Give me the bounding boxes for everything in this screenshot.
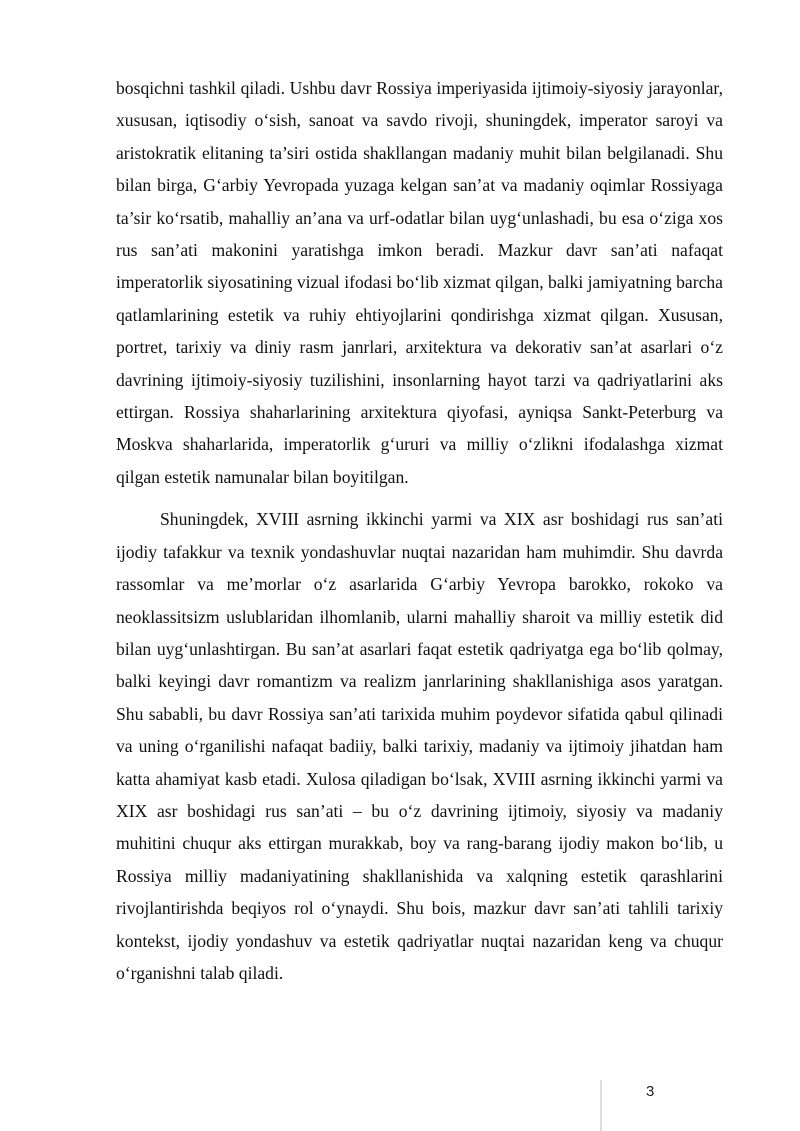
paragraph-conclusion: Shuningdek, XVIII asrning ikkinchi yarmi va XIX asr boshidagi rus san’ati ijodiy tafakkur va texnik yondashuvlar nuqtai nazaridan ham muhimdir. Shu davrda rassomlar va me’morlar oʻz asarlarida Gʻarbiy Yevropa barokko, rokoko va neoklassitsizm uslublaridan ilhomlanib, ularni mahalliy sharoit va milliy estetik did bilan uygʻunlashtirgan. Bu san’at asarlari faqat estetik qadriyatga ega boʻlib qolmay, balki keyingi davr romantizm va realizm janrlarining shakllanishiga asos yaratgan. Shu sababli, bu davr Rossiya san’ati tarixida muhim poydevor sifatida qabul qilinadi va uning oʻrganilishi nafaqat badiiy, balki tarixiy, madaniy va ijtimoiy jihatdan ham katta ahamiyat kasb etadi. Xulosa qiladigan boʻlsak, XVIII asrning ikkinchi yarmi va XIX asr boshidagi rus san’ati – bu oʻz davrining ijtimoiy, siyosiy va madaniy muhitini chuqur aks ettirgan murakkab, boy va rang-barang ijodiy makon boʻlib, u Rossiya milliy madaniyatining shakllanishida va xalqning estetik qarashlarini rivojlantirishda beqiyos rol oʻynaydi. Shu bois, mazkur davr san’ati tahlili tarixiy kontekst, ijodiy yondashuv va estetik qadriyatlar nuqtai nazaridan keng va chuqur oʻrganishni talab qiladi. xyxy=(116,509,723,983)
page-number: 3 xyxy=(646,1083,655,1100)
margin-divider xyxy=(600,1080,602,1131)
document-body xyxy=(116,72,723,989)
paragraph-continuation: bosqichni tashkil qiladi. Ushbu davr Rossiya imperiyasida ijtimoiy-siyosiy jarayonlar, xususan, iqtisodiy oʻsish, sanoat va savdo rivoji, shuningdek, imperator saroyi va aristokratik elitaning ta’siri ostida shakllangan madaniy muhit bilan belgilanadi. Shu bilan birga, Gʻarbiy Yevropada yuzaga kelgan san’at va madaniy oqimlar Rossiyaga ta’sir koʻrsatib, mahalliy an’ana va urf-odatlar bilan uygʻunlashadi, bu esa oʻziga xos rus san’ati makonini yaratishga imkon beradi. Mazkur davr san’ati nafaqat imperatorlik siyosatining vizual ifodasi boʻlib xizmat qilgan, balki jamiyatning barcha qatlamlarining estetik va ruhiy ehtiyojlarini qondirishga xizmat qilgan. Xususan, portret, tarixiy va diniy rasm janrlari, arxitektura va dekorativ san’at asarlari oʻz davrining ijtimoiy-siyosiy tuzilishini, insonlarning hayot tarzi va qadriyatlarini aks ettirgan. Rossiya shaharlarining arxitektura qiyofasi, ayniqsa Sankt-Peterburg va Moskva shaharlarida, imperatorlik gʻururi va milliy oʻzlikni ifodalashga xizmat qilgan estetik namunalar bilan boyitilgan. xyxy=(116,78,723,487)
